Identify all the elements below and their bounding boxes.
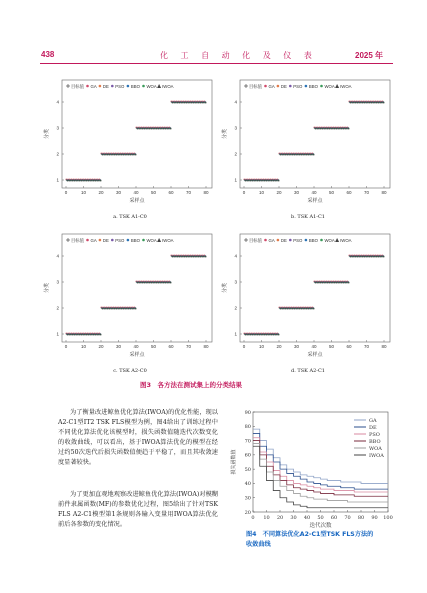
y-tick-label: 1	[56, 331, 59, 337]
x-tick-label: 20	[276, 344, 282, 349]
legend-label: PSO	[115, 238, 125, 243]
x-tick-label: 70	[344, 515, 351, 521]
x-tick-label: 40	[133, 344, 139, 349]
y-tick-label: 2	[234, 305, 237, 311]
legend-marker	[264, 85, 267, 88]
x-tick-label: 50	[317, 515, 324, 521]
legend-label: WOA	[369, 445, 382, 452]
legend-label: PSO	[293, 84, 303, 89]
x-tick-label: 60	[168, 344, 174, 349]
x-tick-label: 80	[357, 515, 365, 521]
page-number: 438	[41, 50, 55, 59]
legend-label: 目标值	[249, 84, 262, 89]
legend-marker	[305, 85, 308, 88]
x-tick-label: 70	[185, 190, 192, 195]
figure-3-caption: 图3 各方法在测试集上的分类结果	[140, 381, 243, 389]
y-tick-label: 2	[56, 305, 59, 311]
x-axis-label: 采样点	[129, 198, 145, 204]
legend-label: WOA	[324, 84, 335, 89]
legend-label: WOA	[324, 238, 335, 243]
legend-label: PSO	[293, 238, 303, 243]
legend-label: 目标值	[71, 84, 84, 89]
x-tick-label: 60	[346, 190, 352, 195]
legend-marker	[127, 85, 130, 88]
y-tick-label: 50	[244, 466, 251, 473]
x-tick-label: 0	[64, 190, 68, 195]
legend-marker	[335, 84, 339, 88]
scatter-chart-b	[218, 68, 398, 210]
x-tick-label: 0	[64, 344, 68, 349]
y-axis-label: 分类	[44, 128, 50, 140]
subplot-caption-a: a. TSK A1-C0	[113, 214, 147, 220]
paragraph-1: 为了衡量改进鲸鱼优化算法(IWOA)的优化性能，现以A2-C1型IT2 TSK FLS模型为例，图4给出了训练过程中不同优化算法优化该模型时，损失函数值随迭代次数变化的收敛曲线，可以看出，基于IWOA算法优化的模型在经过约50次迭代后损失函数值便趋于平稳了，而且其收敛速度显著较快。	[58, 409, 218, 466]
legend-marker	[335, 238, 339, 242]
legend-target-marker	[244, 84, 248, 88]
legend-marker	[99, 239, 102, 242]
subplot-b	[218, 68, 398, 218]
legend-marker	[157, 238, 161, 242]
subplot-c	[40, 222, 220, 372]
legend-label: GA	[90, 238, 97, 243]
x-tick-label: 60	[168, 190, 174, 195]
y-axis-label: 分类	[44, 282, 50, 294]
y-tick-label: 3	[234, 279, 237, 285]
x-axis-label: 采样点	[129, 352, 145, 358]
subplot-d	[218, 222, 398, 372]
legend-target-marker	[66, 84, 70, 88]
subplot-caption-b: b. TSK A1-C1	[291, 214, 325, 220]
x-tick-label: 50	[328, 190, 335, 195]
legend-label: DE	[280, 84, 287, 89]
x-tick-label: 50	[150, 190, 157, 195]
legend-label: DE	[102, 84, 109, 89]
x-tick-label: 40	[311, 190, 317, 195]
legend-marker	[142, 239, 145, 242]
y-tick-label: 30	[244, 495, 251, 502]
y-tick-label: 4	[234, 99, 237, 105]
x-tick-label: 60	[346, 344, 352, 349]
y-tick-label: 2	[56, 151, 59, 157]
legend-label: 目标值	[249, 238, 262, 243]
legend-target-marker	[244, 238, 248, 242]
legend-target-marker	[66, 238, 70, 242]
y-tick-label: 60	[244, 452, 251, 459]
y-tick-label: 3	[234, 125, 237, 131]
x-tick-label: 20	[98, 190, 104, 195]
y-tick-label: 1	[234, 331, 237, 337]
x-tick-label: 40	[311, 344, 317, 349]
legend-label: BBO	[369, 438, 381, 445]
y-tick-label: 4	[234, 253, 237, 259]
plot-frame	[240, 80, 390, 188]
legend-marker	[157, 84, 161, 88]
plot-frame	[240, 234, 390, 342]
x-tick-label: 30	[290, 515, 297, 521]
x-tick-label: 10	[80, 190, 87, 195]
y-tick-label: 1	[56, 177, 59, 183]
y-tick-label: 2	[234, 151, 237, 157]
x-tick-label: 20	[276, 515, 284, 521]
x-tick-label: 60	[330, 515, 338, 521]
convergence-chart	[225, 408, 395, 530]
plot-frame	[62, 234, 212, 342]
legend-label: WOA	[146, 238, 157, 243]
x-tick-label: 80	[381, 190, 387, 195]
legend-label: GA	[268, 238, 275, 243]
legend-marker	[305, 239, 308, 242]
legend-marker	[264, 239, 267, 242]
legend-marker	[86, 239, 89, 242]
subplot-caption-c: c. TSK A2-C0	[113, 368, 147, 374]
plot-frame	[62, 80, 212, 188]
figure-4-caption: 图4 不同算法优化A2-C1型TSK FLS方法的收敛曲线	[246, 531, 374, 548]
subplot-a	[40, 68, 220, 218]
x-tick-label: 80	[203, 344, 209, 349]
legend-label: WOA	[146, 84, 157, 89]
legend-label: BBO	[308, 238, 318, 243]
legend-marker	[277, 85, 280, 88]
x-tick-label: 10	[258, 190, 265, 195]
x-tick-label: 50	[328, 344, 335, 349]
y-tick-label: 20	[244, 509, 251, 516]
legend-label: IWOA	[369, 452, 384, 459]
y-tick-label: 1	[234, 177, 237, 183]
legend-label: GA	[268, 84, 275, 89]
legend-marker	[277, 239, 280, 242]
x-tick-label: 100	[383, 515, 393, 521]
x-tick-label: 90	[371, 515, 378, 521]
x-tick-label: 80	[203, 190, 209, 195]
scatter-chart-d	[218, 222, 398, 364]
x-tick-label: 30	[115, 344, 122, 349]
x-axis-label: 采样点	[307, 198, 323, 204]
y-tick-label: 4	[56, 99, 59, 105]
x-tick-label: 20	[98, 344, 104, 349]
convergence-chart-panel	[225, 408, 395, 530]
x-tick-label: 30	[293, 344, 300, 349]
x-axis-label: 迭代次数	[309, 523, 332, 529]
legend-label: IWOA	[162, 238, 174, 243]
x-tick-label: 30	[293, 190, 300, 195]
x-tick-label: 40	[133, 190, 139, 195]
legend-label: PSO	[369, 431, 380, 438]
legend-marker	[142, 85, 145, 88]
legend-label: GA	[90, 84, 97, 89]
x-tick-label: 50	[150, 344, 157, 349]
scatter-chart-a	[40, 68, 220, 210]
legend-marker	[86, 85, 89, 88]
legend-marker	[111, 239, 114, 242]
legend-label: IWOA	[162, 84, 174, 89]
legend-label: BBO	[130, 84, 140, 89]
y-axis-label: 分类	[222, 128, 228, 140]
subplot-caption-d: d. TSK A2-C1	[291, 368, 325, 374]
y-axis-label: 分类	[222, 282, 228, 294]
y-tick-label: 3	[56, 279, 59, 285]
legend-marker	[289, 239, 292, 242]
x-tick-label: 80	[381, 344, 387, 349]
legend-label: PSO	[115, 84, 125, 89]
legend-label: BBO	[130, 238, 140, 243]
x-tick-label: 10	[80, 344, 87, 349]
journal-title: 化 工 自 动 化 及 仪 表	[160, 51, 317, 60]
y-tick-label: 3	[56, 125, 59, 131]
legend-marker	[320, 239, 323, 242]
x-tick-label: 10	[263, 515, 270, 521]
x-tick-label: 70	[363, 190, 370, 195]
y-tick-label: 4	[56, 253, 59, 259]
legend-marker	[99, 85, 102, 88]
y-tick-label: 40	[244, 481, 251, 488]
legend-label: IWOA	[340, 84, 352, 89]
legend-marker	[127, 239, 130, 242]
y-axis-label: 损失函数值	[231, 449, 237, 475]
x-tick-label: 70	[185, 344, 192, 349]
legend-marker	[111, 85, 114, 88]
legend-marker	[320, 85, 323, 88]
x-tick-label: 30	[115, 190, 122, 195]
year: 2025 年	[355, 51, 384, 60]
y-tick-label: 70	[244, 438, 251, 445]
x-tick-label: 70	[363, 344, 370, 349]
legend-label: DE	[280, 238, 287, 243]
legend-label: DE	[102, 238, 109, 243]
x-axis-label: 采样点	[307, 352, 323, 358]
legend-label: BBO	[308, 84, 318, 89]
legend-label: GA	[369, 417, 377, 424]
x-tick-label: 0	[251, 515, 255, 521]
legend-marker	[289, 85, 292, 88]
scatter-chart-c	[40, 222, 220, 364]
legend-label: 目标值	[71, 238, 84, 243]
legend-label: IWOA	[340, 238, 352, 243]
header-rule	[40, 63, 393, 64]
x-tick-label: 20	[276, 190, 282, 195]
legend-label: DE	[369, 424, 377, 431]
y-tick-label: 80	[244, 424, 251, 431]
x-tick-label: 0	[242, 344, 246, 349]
x-tick-label: 0	[242, 190, 246, 195]
x-tick-label: 10	[258, 344, 265, 349]
paragraph-2: 为了更加直观地观察改进鲸鱼优化算法(IWOA)对模糊前件隶属函数(MF)的参数优化过程，图5给出了针对TSK FLS A2-C1模型第1条规则各输入变量用IWOA算法优化前后各参数的变化情况。	[58, 491, 218, 528]
x-tick-label: 40	[303, 515, 311, 521]
y-tick-label: 90	[244, 409, 251, 416]
